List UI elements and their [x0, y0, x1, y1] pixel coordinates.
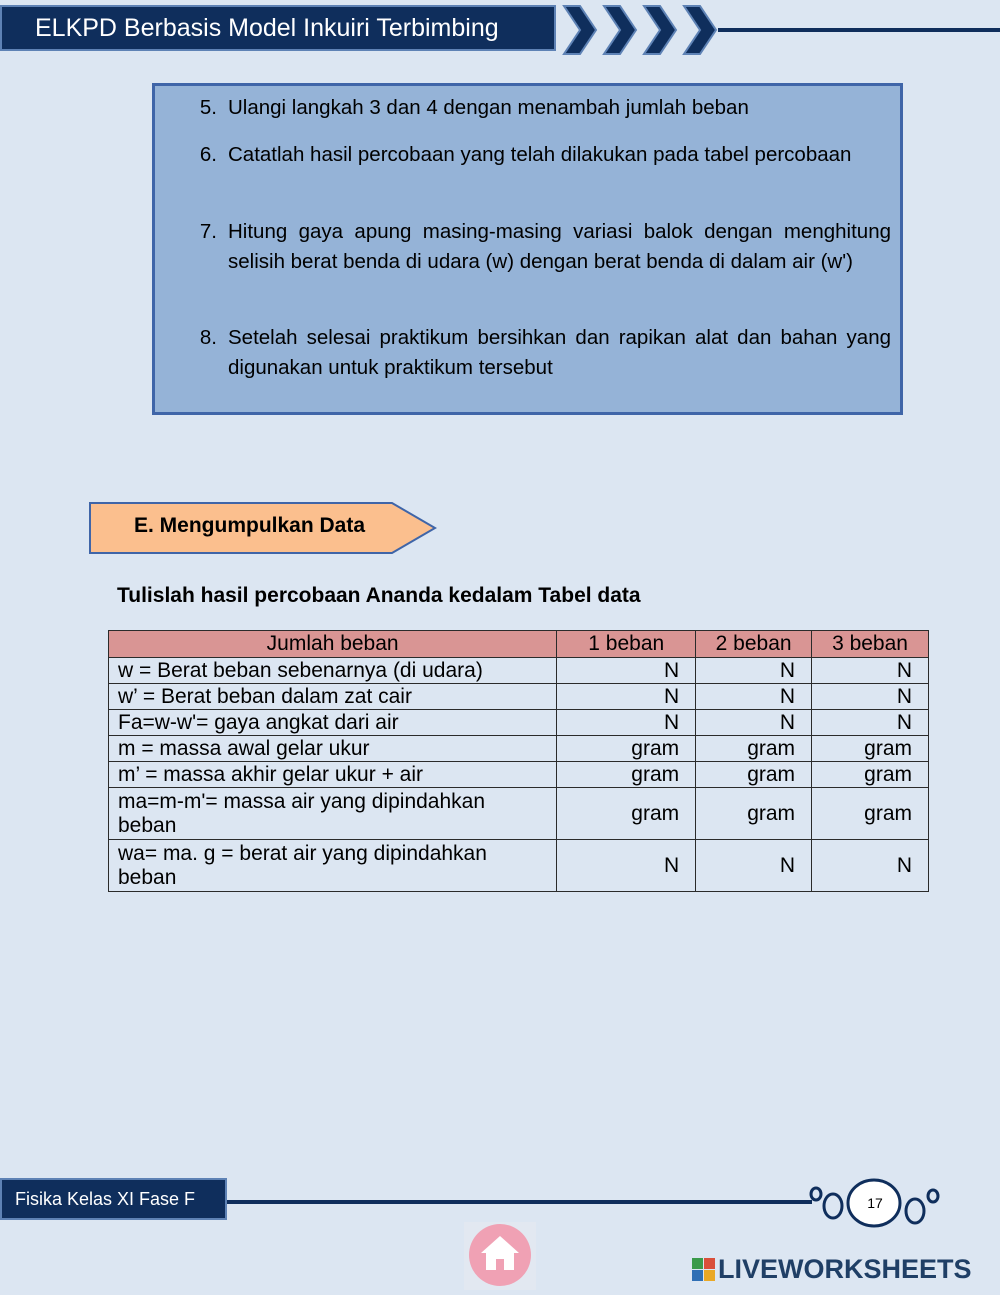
step-text: Ulangi langkah 3 dan 4 dengan menambah jumlah beban	[228, 96, 749, 119]
brand-text: LIVEWORKSHEETS	[718, 1254, 972, 1284]
row-label: m = massa awal gelar ukur	[109, 736, 557, 762]
step-item	[195, 217, 891, 277]
value-cell[interactable]: gram	[812, 762, 929, 788]
row-label: Fa=w-w'= gaya angkat dari air	[109, 710, 557, 736]
row-label: m’ = massa akhir gelar ukur + air	[109, 762, 557, 788]
chevron-right-icon	[680, 4, 720, 56]
data-table	[108, 630, 929, 892]
row-label: wa= ma. g = berat air yang dipindahkan beban	[109, 840, 557, 892]
step-text: Hitung gaya apung masing-masing variasi balok dengan menghitung selisih berat benda di udara (w) dengan berat benda di dalam air (w')	[228, 220, 891, 273]
column-header: 2 beban	[696, 631, 812, 658]
value-cell[interactable]: N	[557, 658, 696, 684]
value-cell[interactable]: gram	[696, 788, 812, 840]
value-cell[interactable]: N	[557, 710, 696, 736]
home-icon	[464, 1222, 536, 1290]
column-header: Jumlah beban	[109, 631, 557, 658]
value-cell[interactable]: gram	[696, 762, 812, 788]
value-cell[interactable]: N	[557, 684, 696, 710]
table-row	[109, 658, 929, 684]
table-row	[109, 788, 929, 840]
footer-course-label: Fisika Kelas XI Fase F	[0, 1178, 227, 1220]
value-cell[interactable]: gram	[696, 736, 812, 762]
value-cell[interactable]: gram	[812, 736, 929, 762]
value-cell[interactable]: gram	[812, 788, 929, 840]
value-cell[interactable]: N	[696, 658, 812, 684]
value-cell[interactable]: N	[696, 684, 812, 710]
step-item	[195, 140, 891, 170]
table-row	[109, 840, 929, 892]
step-number: 8.	[199, 326, 217, 349]
row-label: ma=m-m'= massa air yang dipindahkan beban	[109, 788, 557, 840]
step-text: Catatlah hasil percobaan yang telah dilakukan pada tabel percobaan	[228, 143, 852, 166]
value-cell[interactable]: gram	[557, 736, 696, 762]
step-item	[195, 93, 891, 123]
table-row	[109, 736, 929, 762]
value-cell[interactable]: N	[812, 658, 929, 684]
liveworksheets-logo-icon	[692, 1258, 716, 1282]
step-number: 6.	[199, 143, 217, 166]
value-cell[interactable]: N	[696, 840, 812, 892]
value-cell[interactable]: N	[812, 710, 929, 736]
table-header-row	[109, 631, 929, 658]
step-item	[195, 323, 891, 383]
table-row	[109, 762, 929, 788]
table-instruction: Tulislah hasil percobaan Ananda kedalam Tabel data	[117, 584, 641, 607]
step-text: Setelah selesai praktikum bersihkan dan rapikan alat dan bahan yang digunakan untuk praktikum tersebut	[228, 326, 891, 379]
row-label: w’ = Berat beban dalam zat cair	[109, 684, 557, 710]
column-header: 3 beban	[812, 631, 929, 658]
value-cell[interactable]: N	[812, 684, 929, 710]
value-cell[interactable]: N	[696, 710, 812, 736]
footer-rule	[227, 1200, 812, 1204]
header-rule	[718, 28, 1000, 32]
step-number: 7.	[199, 220, 217, 243]
section-heading: E. Mengumpulkan Data	[134, 514, 366, 537]
table-row	[109, 684, 929, 710]
brand-logo	[692, 1254, 972, 1284]
table-row	[109, 710, 929, 736]
value-cell[interactable]: gram	[557, 788, 696, 840]
home-button[interactable]	[464, 1222, 536, 1290]
column-header: 1 beban	[557, 631, 696, 658]
procedure-steps-box	[152, 83, 903, 415]
chevron-right-icon	[640, 4, 680, 56]
step-number: 5.	[199, 96, 217, 119]
chevron-right-icon	[560, 4, 600, 56]
value-cell[interactable]: N	[557, 840, 696, 892]
value-cell[interactable]: N	[812, 840, 929, 892]
row-label: w = Berat beban sebenarnya (di udara)	[109, 658, 557, 684]
document-header-title: ELKPD Berbasis Model Inkuiri Terbimbing	[0, 5, 556, 51]
chevron-right-icon	[600, 4, 640, 56]
value-cell[interactable]: gram	[557, 762, 696, 788]
page-number: 17	[867, 1195, 883, 1211]
